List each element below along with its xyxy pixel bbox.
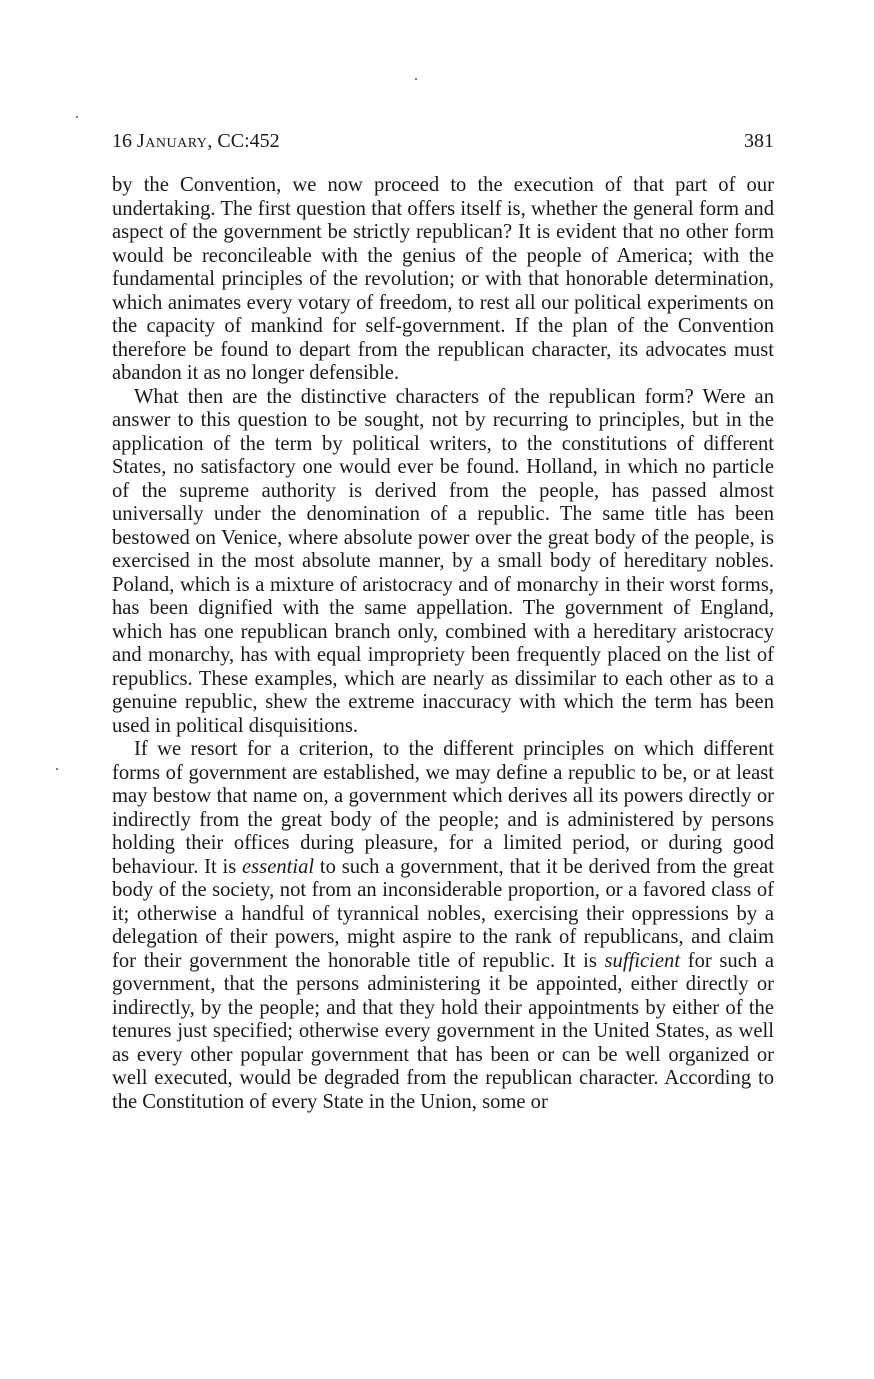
paragraph-2 <box>112 386 774 739</box>
page-number: 381 <box>744 130 774 152</box>
paragraph-1 <box>112 174 774 386</box>
paragraph-1-text: by the Convention, we now proceed to the execution of that part of our undertaking. The first question that offers itself is, whether the general form and aspect of the government be strictly republican? It is evident that no other form would be reconcileable with the genius of the people of America; with the fundamental principles of the revolution; or with that honorable determination, which animates every votary of freedom, to rest all our political experiments on the capacity of mankind for self-government. If the plan of the Convention therefore be found to depart from the republican character, its advocates must abandon it as no longer defensible. <box>112 174 774 384</box>
paragraph-3-text-c: for such a government, that the persons administering it be appointed, either directly or indirectly, by the people; and that they hold their appointments by either of the tenures just specified; otherwise every government in the United States, as well as every other popular government that has been or can be well organized or well executed, would be degraded from the republican character. According to the Constitution of every State in the Union, some or <box>112 949 774 1113</box>
emphasis-sufficient: sufficient <box>604 949 681 972</box>
header-month: January <box>137 130 208 152</box>
header-reference: , CC:452 <box>207 130 280 152</box>
running-header <box>112 128 774 154</box>
header-date: 16 <box>112 130 137 152</box>
body-text <box>112 174 774 1114</box>
document-page <box>112 128 774 1114</box>
paragraph-2-text: What then are the distinctive characters of the republican form? Were an answer to this question to be sought, not by recurring to principles, but in the application of the term by political writers, to the constitutions of different States, no satisfactory one would ever be found. Holland, in which no particle of the supreme authority is derived from the people, has passed almost universally under the denomination of a republic. The same title has been bestowed on Venice, where absolute power over the great body of the people, is exercised in the most absolute manner, by a small body of hereditary nobles. Poland, which is a mixture of aristocracy and of monarchy in their worst forms, has been dignified with the same appellation. The government of England, which has one republican branch only, combined with a hereditary aristocracy and monarchy, has with equal impropriety been frequently placed on the list of republics. These examples, which are nearly as dissimilar to each other as to a genuine republic, shew the extreme inaccuracy with which the term has been used in political disquisitions. <box>112 385 774 737</box>
header-date-reference <box>112 128 280 154</box>
paragraph-3-text-b: to such a government, that it be derived from the great body of the society, not from an inconsiderable proportion, or a favored class of it; otherwise a handful of tyrannical nobles, exercising their oppressions by a delegation of their powers, might aspire to the rank of republicans, and claim for their government the honorable title of republic. It is <box>112 855 774 972</box>
paragraph-3 <box>112 738 774 1114</box>
emphasis-essential: essential <box>242 855 315 878</box>
paragraph-3-text-a: If we resort for a criterion, to the different principles on which different forms of government are established, we may define a republic to be, or at least may bestow that name on, a government which derives all its powers directly or indirectly from the great body of the people; and is administered by persons holding their offices during pleasure, for a limited period, or during good behaviour. It is <box>112 738 774 878</box>
